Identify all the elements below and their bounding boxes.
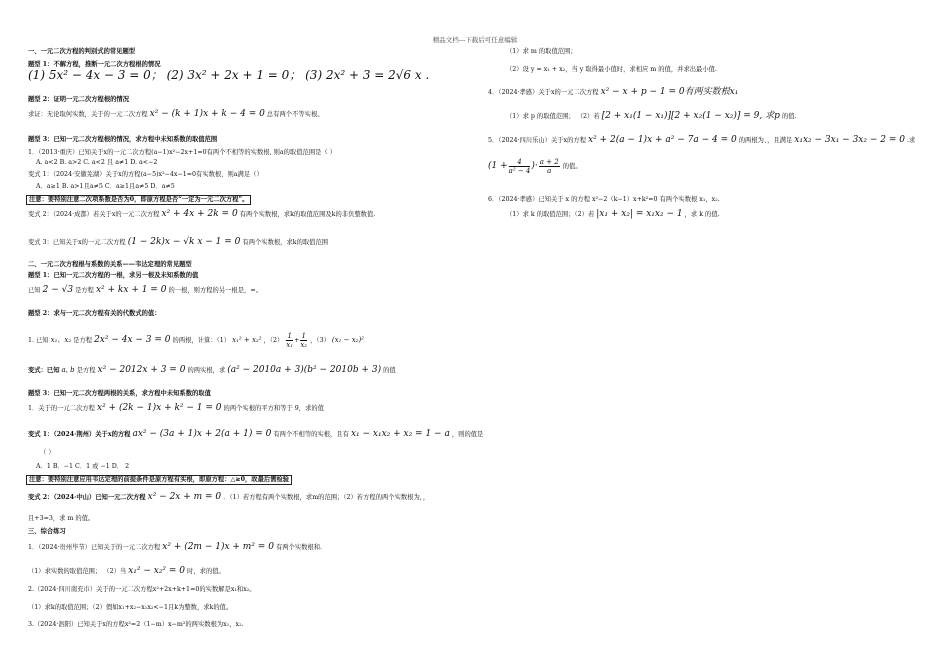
text: ，求 k 的值. — [684, 211, 720, 218]
expression: x₁ − x₁x₂ + x₂ = 1 − a — [350, 429, 450, 439]
text: 变式 3：已知关于x的一元二次方程 — [28, 239, 126, 246]
expression: (a² − 2010a + 3)(b² − 2010b + 3) — [227, 365, 382, 375]
text: 求证：无论取何实数，关于的一元二次方程 — [28, 111, 148, 118]
fraction-2 — [539, 158, 560, 175]
question-6: 6．（2024·孝感）已知关于 x 的方程 x²−2（k−1）x+k²=0 有两个实数根 x₁，x₂. — [488, 196, 720, 203]
type-1-equations: (1) 5x² − 4x − 3 = 0； (2) 3x² + 2x + 1 = 0； (3) 2x² + 3 = 2√6 x . — [28, 68, 430, 82]
text: 1．关于的一元二次方程 — [28, 405, 95, 412]
question-5 — [488, 136, 915, 145]
equation: [2 + x₁(1 − x₁)][2 + x₂(1 − x₂)] = 9, 求p — [601, 111, 780, 121]
denominator: a² − 4 — [508, 167, 531, 175]
s2-variant-3 — [28, 493, 429, 502]
s3-question-2: 2.（2024·四川南充市）关于的一元二次方程x²+2x+k+1=0的实数解是x₁和x₂。 — [28, 586, 256, 593]
equation: x² − (k + 1)x + k − 4 = 0 — [149, 109, 265, 119]
text: 有两个实数根，求k的取值范围及k的非负整数值. — [239, 211, 376, 218]
variant-1: 变式 1：（2024·安徽芜湖）关于x的方程(a−5)x²−4x−1=0有实数根，则a满足（） — [28, 171, 263, 178]
equation: 2x² − 4x − 3 = 0 — [94, 335, 171, 345]
s3-question-2-parts: （1）求k的取值范围；（2）假如x₁+x₂−x₁x₂<−1且k为整数，求k的值。 — [28, 604, 233, 611]
s2-question-2 — [28, 404, 324, 413]
equation: x² − x + p − 1 = 0有两实数根x₁ — [600, 87, 739, 97]
s2-variant-2 — [28, 430, 483, 439]
numerator: a + 2 — [539, 158, 559, 166]
type-1-heading: 题型 1：不解方程，推断一元二次方程根的情况 — [28, 61, 161, 68]
equation: x² − 2x + m = 0 — [147, 492, 222, 502]
equation: (1 − 2k)x − √k x − 1 = 0 — [127, 237, 241, 247]
equation: x² + 2(a − 1)x + a² − 7a − 4 = 0 — [588, 135, 737, 145]
text: 的两实根，求 — [187, 367, 226, 374]
denominator: x₂ — [300, 341, 308, 349]
denominator: a — [547, 167, 552, 175]
text: 已知 — [28, 287, 41, 294]
type-2-heading: 题型 2：证明一元二次方程根的情况 — [28, 96, 130, 103]
text: 有两个不相等的实根，且有 — [273, 431, 349, 438]
text: .求 — [907, 137, 916, 144]
s3-question-1-parts — [28, 567, 225, 576]
section-1-title: 一、一元二次方程的判别式的常见题型 — [28, 48, 136, 55]
s2-question-1: 1. 已知 x₁、x₂ 是方程 2x² − 4x − 3 = 0 的两根，计算：（1） x₁² + x₂² ，（2） $\frac{1}{\text{x₁}}$ + $\frac{1}{\text{x₂}}$ ，（3） (x₁ − x₂)² — [28, 332, 364, 349]
r3-part-2: （2）设 y = x₁ + x₂，当 y 取得最小值时，求相应 m 的值，并求出最小值. — [506, 66, 717, 73]
text: )· — [531, 161, 538, 171]
roots: a, b — [61, 366, 75, 374]
section-3-title: 三、综合练习 — [28, 528, 66, 535]
condition: x₁x₂ − 3x₁ − 3x₂ − 2 = 0 — [794, 135, 905, 145]
text: 的值. — [781, 113, 797, 120]
s2-type-2-heading: 题型 2：求与一元二次方程有关的代数式的值： — [28, 310, 161, 317]
s2-variant-2-options: A．1 B．−1 C．1 或 −1 D． 2 — [36, 463, 130, 470]
note-box-2: 注意：要特别注意应用韦达定理的前提条件是原方程有实根，即原方程：△≥0，故最后需检验 — [26, 475, 292, 485]
variant-2 — [28, 210, 375, 219]
text: 是方程 — [73, 337, 93, 344]
equation: x² + 4x + 2k = 0 — [161, 209, 238, 219]
text: 是方程 — [75, 287, 94, 294]
text: 的一根，则方程的另一根是，=。 — [168, 287, 262, 294]
text: 5．（2024·四川乐山）关于x的方程 — [488, 137, 586, 144]
text: 变式 1：（2024·荆州）关于x的方程 — [28, 431, 131, 438]
s2-variant-3-continued: 且+3=3，求 m 的值。 — [28, 515, 95, 522]
text: ，则的值是 — [451, 431, 484, 438]
type-2-question — [28, 110, 324, 119]
text: （1）求 k 的取值范围；（2）若 — [506, 211, 595, 218]
question-1: 1．（2013·重庆）已知关于x的一元二次方程(a−1)x²−2x+1=0有两个不相等的实数根, 则a的取值范围是（ ） — [28, 149, 337, 156]
equation: x² + (2k − 1)x + k² − 1 = 0 — [97, 403, 222, 413]
s2-variant-2-paren: （ ） — [40, 449, 55, 456]
s2-variant-1 — [28, 366, 396, 375]
text: 有两个实数根和. — [275, 544, 323, 551]
variant-3 — [28, 238, 328, 247]
s3-question-1 — [28, 543, 322, 552]
numerator: 1 — [287, 332, 292, 340]
equation: |x₁ + x₂| = x₁x₂ − 1 — [596, 209, 683, 219]
section-2-title: 二、一元二次方程根与系数的关系——韦达定理的常见题型 — [28, 261, 192, 268]
variant-1-options: A．a≥1 B. a>1且a≠5 C．a≥1且a≠5 D．a≠5 — [36, 183, 175, 190]
text: 变式 2：（2024·中山）已知一元二次方程 — [28, 494, 146, 501]
denominator: x₁ — [286, 341, 294, 349]
roots: x₁、x₂ — [50, 336, 72, 344]
fraction-1 — [286, 332, 293, 349]
note-box-1: 注意：要特别注意二次项系数是否为0，即原方程是否“一定为一元二次方程”。 — [26, 195, 251, 205]
s3-question-3: 3.（2024·泗阳）已知关于x的方程x²=2（1−m）x−m²的两实数根为x₁，x₂. — [28, 621, 244, 628]
equation: x² + kx + 1 = 0 — [95, 285, 167, 295]
question-1-options: A. a<2 B. a>2 C. a<2 且 a≠1 D. a<−2 — [36, 159, 158, 166]
text: 的值。 — [562, 163, 582, 170]
numerator: 1 — [301, 332, 306, 340]
text: 的两根为、，且满足 — [738, 137, 793, 144]
text: （1）求 p 的取值范围； （2）若 — [506, 113, 600, 120]
s2-type-1-question — [28, 286, 262, 295]
text: ，（2） — [263, 337, 284, 344]
s2-type-1-heading: 题型 1：已知一元二次方程的一根，求另一根及未知系数的值 — [28, 272, 199, 279]
text: （1）求实数的取值范围； （2）当 — [28, 568, 127, 575]
text: 变式 2：（2024·成都）若关于x的一元二次方程 — [28, 211, 160, 218]
fraction-1 — [509, 158, 531, 175]
numerator: 4 — [509, 158, 531, 167]
fraction-2 — [300, 332, 307, 349]
equation: x² − 2012x + 3 = 0 — [97, 365, 186, 375]
text: 的两根，计算：（1） — [172, 337, 231, 344]
s2-type-3-heading: 题型 3：已知一元二次方程两根的关系，求方程中未知系数的取值 — [28, 390, 211, 397]
text: 4．（2024·孝感）关于x的一元二次方程 — [488, 89, 599, 96]
question-4 — [488, 88, 738, 97]
text: 是方程 — [76, 367, 96, 374]
text: 变式：已知 — [28, 367, 60, 374]
text: ，（3） — [310, 337, 330, 344]
expression-1: x₁² + x₂² — [232, 336, 262, 344]
equation: x₁² − x₂² = 0 — [128, 566, 186, 576]
question-4-parts — [506, 112, 797, 121]
text: 总有两个不等实根。 — [266, 111, 324, 118]
text: (1 + — [488, 161, 508, 171]
question-5-expression — [488, 158, 582, 175]
text: 有两个实数根，求k的取值范围 — [242, 239, 329, 246]
text: 1．（2024·贵州毕节）已知关于的一元二次方程 — [28, 544, 161, 551]
root-value: 2 − √3 — [42, 285, 74, 295]
text: 时，求的值。 — [187, 568, 225, 575]
text: 1. 已知 — [28, 337, 49, 344]
question-6-parts — [506, 210, 720, 219]
page-header: 精品文档---下载后可任意编辑 — [432, 36, 518, 44]
r3-part-1: （1）求 m 的取值范围； — [506, 48, 577, 55]
text: 的值 — [383, 367, 396, 374]
equation: ax² − (3a + 1)x + 2(a + 1) = 0 — [132, 429, 272, 439]
text: 的两个实根的平方和等于 9，求的值 — [223, 405, 324, 412]
type-3-heading: 题型 3：已知一元二次方程根的情况，求方程中未知系数的取值范围 — [28, 136, 218, 143]
expression-3: (x₁ − x₂)² — [331, 336, 364, 344]
equation: x² + (2m − 1)x + m² = 0 — [162, 542, 274, 552]
text: ．（1）若方程有两个实数根，求m的范围；（2）若方程的两个实数根为，， — [223, 494, 430, 501]
